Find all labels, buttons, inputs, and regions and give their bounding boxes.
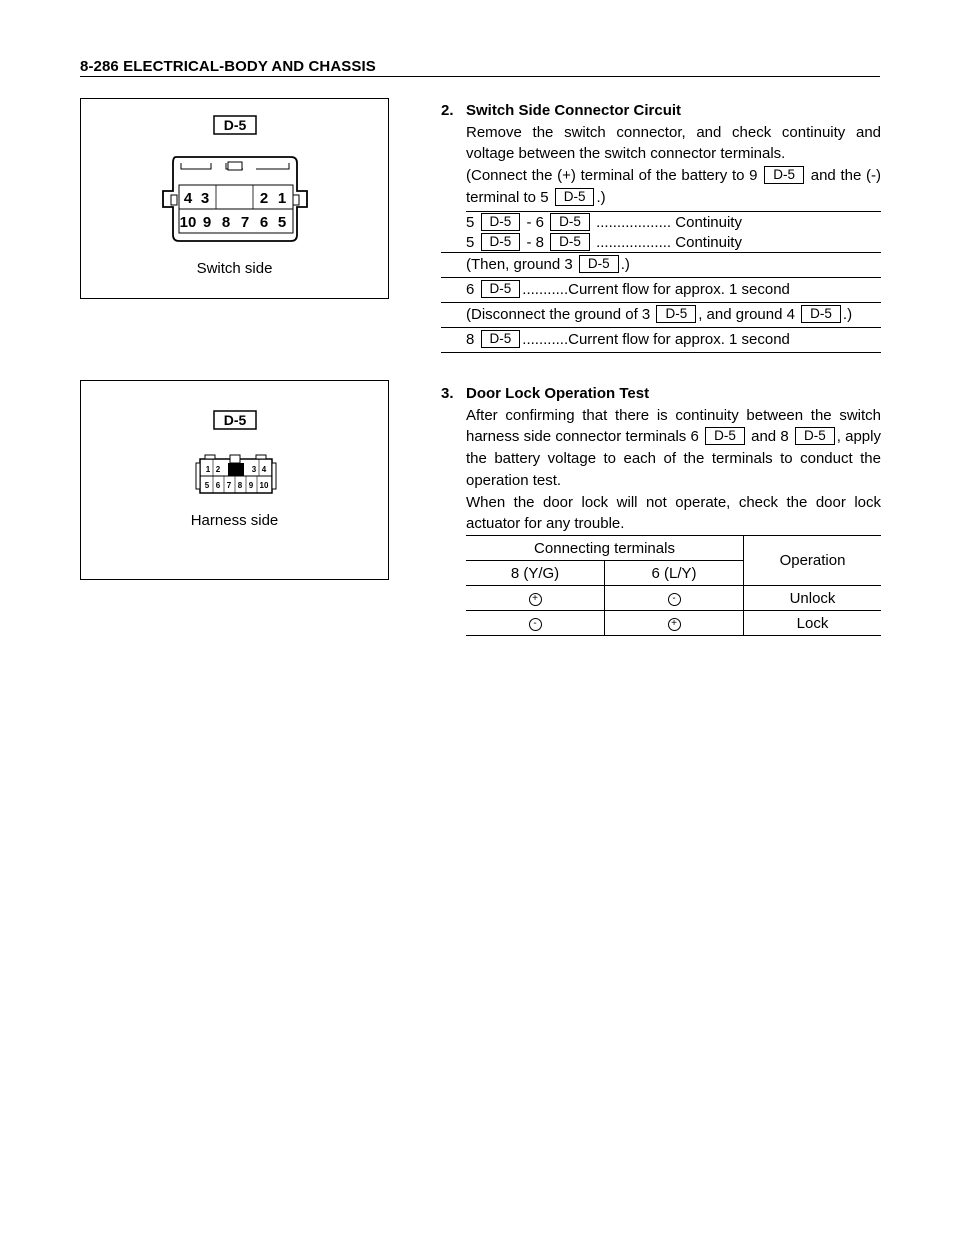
harness-pin: 1 bbox=[205, 465, 211, 474]
harness-pin: 4 bbox=[261, 465, 267, 474]
section-2-title: 2. Switch Side Connector Circuit bbox=[441, 102, 682, 119]
switch-pin: 3 bbox=[200, 190, 210, 207]
switch-side-caption: Switch side bbox=[196, 260, 273, 277]
harness-pin: 2 bbox=[215, 465, 221, 474]
switch-pin: 9 bbox=[202, 214, 212, 231]
switch-pin: 7 bbox=[240, 214, 250, 231]
harness-connector-label: D-5 bbox=[223, 412, 247, 428]
table-row bbox=[466, 586, 881, 611]
operation-cell: Lock bbox=[744, 611, 882, 636]
plus-symbol: + bbox=[529, 593, 542, 606]
harness-side-caption: Harness side bbox=[190, 512, 279, 529]
table-row bbox=[466, 611, 881, 636]
harness-pin: 3 bbox=[251, 465, 257, 474]
harness-side-figure bbox=[80, 380, 389, 580]
plus-symbol: + bbox=[668, 618, 681, 631]
operation-test-table bbox=[466, 535, 881, 636]
table-header-col2: 6 (L/Y) bbox=[605, 561, 744, 586]
page-header: 8-286 ELECTRICAL-BODY AND CHASSIS bbox=[80, 58, 880, 77]
operation-cell: Unlock bbox=[744, 586, 882, 611]
connector-tag: D-5 bbox=[764, 166, 804, 184]
current-flow-row: 6 D-5 ...........Current flow for approx. 1 second bbox=[441, 278, 881, 303]
section-3 bbox=[441, 383, 881, 535]
switch-pin: 5 bbox=[277, 214, 287, 231]
disconnect-instruction: (Disconnect the ground of 3 D-5 , and ground 4 D-5 .) bbox=[441, 303, 881, 328]
switch-pin: 1 bbox=[277, 190, 287, 207]
section-3-paragraph-2: When the door lock will not operate, check the door lock actuator for any trouble. bbox=[466, 493, 881, 533]
section-2-intro: Remove the switch connector, and check continuity and voltage between the switch connector terminals. bbox=[466, 123, 881, 163]
switch-connector-label: D-5 bbox=[223, 117, 247, 133]
harness-pin: 5 bbox=[204, 481, 210, 490]
ground-instruction: (Then, ground 3 D-5 .) bbox=[441, 253, 881, 278]
harness-connector-diagram bbox=[81, 381, 390, 581]
current-flow-row: 8 D-5 ...........Current flow for approx. 1 second bbox=[441, 328, 881, 353]
harness-pin: 7 bbox=[226, 481, 232, 490]
table-header-col1: 8 (Y/G) bbox=[466, 561, 605, 586]
harness-pin: 9 bbox=[248, 481, 254, 490]
section-2 bbox=[441, 100, 881, 353]
harness-pin: 6 bbox=[215, 481, 221, 490]
connector-tag: D-5 bbox=[555, 188, 595, 206]
table-header-operation: Operation bbox=[744, 536, 882, 586]
section-3-title: 3. Door Lock Operation Test bbox=[441, 385, 650, 402]
minus-symbol: - bbox=[668, 593, 681, 606]
harness-pin: 10 bbox=[259, 481, 269, 490]
section-3-paragraph-1: After confirming that there is continuity between the switch harness side connector terminals 6 D-5 and 8 D-5 , apply the battery voltage to each of the terminals to conduct the operation test. bbox=[466, 406, 881, 489]
minus-symbol: - bbox=[529, 618, 542, 631]
switch-pin: 4 bbox=[183, 190, 193, 207]
section-2-connect: (Connect the (+) terminal of the battery to 9 D-5 and the (-) terminal to 5 D-5 .) bbox=[466, 167, 882, 206]
continuity-row: 5 D-5 - 6 D-5 .................. Continuity bbox=[466, 213, 742, 231]
table-header-group: Connecting terminals bbox=[466, 536, 744, 561]
switch-pin: 8 bbox=[221, 214, 231, 231]
switch-pin: 6 bbox=[259, 214, 269, 231]
switch-pin: 2 bbox=[259, 190, 269, 207]
continuity-row: 5 D-5 - 8 D-5 .................. Continuity bbox=[441, 232, 881, 253]
switch-side-figure bbox=[80, 98, 389, 299]
harness-pin: 8 bbox=[237, 481, 243, 490]
switch-pin: 10 bbox=[179, 214, 197, 231]
